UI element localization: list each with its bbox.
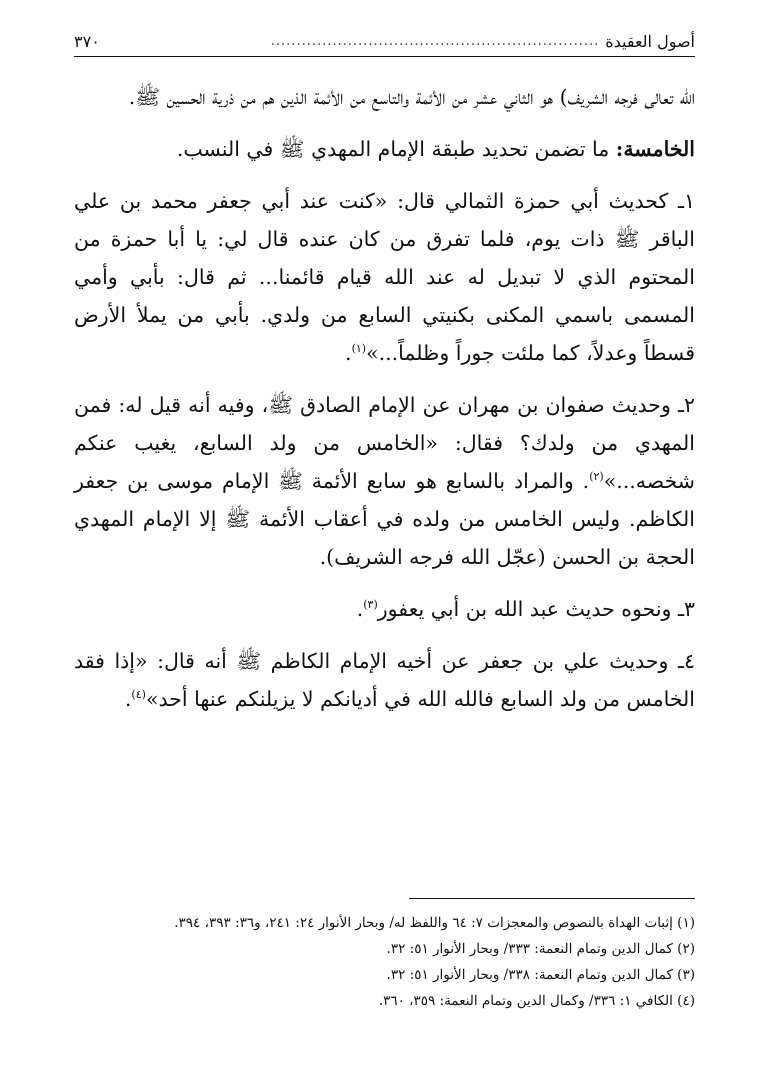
- paragraph-3: [74, 182, 695, 372]
- paragraph-tail: .: [124, 687, 132, 711]
- header-title-group: [271, 32, 695, 51]
- paragraph-tail: .: [356, 597, 364, 621]
- paragraph-text: ما تضمن تحديد طبقة الإمام المهدي ﷺ في النسب.: [176, 137, 616, 161]
- paragraph-text: ١ـ كحديث أبي حمزة الثمالي قال: «كنت عند أبي جعفر محمد بن علي الباقر ﷺ ذات يوم، فلما تفرق من كان عنده قال لي: يا أبا حمزة من المحتوم الذي لا تبديل له عند الله قيام قائمنا... ثم قال: بأبي وأمي المسمى باسمي المكنى بكنيتي السابع من ولدي. بأبي من يملأ الأرض قسطاً وعدلاً، كما ملئت جوراً وظلماً...»: [74, 189, 695, 365]
- paragraph-5: [74, 590, 695, 628]
- header-leader-dots: ................................................................: [270, 33, 600, 49]
- footnote-ref[interactable]: (٢): [589, 470, 604, 484]
- paragraph-6: [74, 642, 695, 718]
- footnote-3: (٣) كمال الدين وتمام النعمة: ٣٣٨/ وبحار الأنوار ٥١: ٣٢.: [386, 967, 695, 983]
- paragraph-text: ٢ـ وحديث صفوان بن مهران عن الإمام الصادق ﷺ، وفيه أنه قيل له: فمن المهدي من ولدك؟ فقال: «الخامس من ولد السابع، يغيب عنكم شخصه...»: [74, 393, 695, 493]
- footnote-ref[interactable]: (٣): [363, 598, 378, 612]
- paragraph-1: [74, 78, 695, 116]
- book-title: أصول العقيدة: [605, 31, 695, 51]
- footnotes: [74, 910, 695, 1014]
- paragraph-tail: . والمراد بالسابع هو سابع الأئمة ﷺ الإمام موسى بن جعفر الكاظم. وليس الخامس من ولده في أعقاب الأئمة ﷺ إلا الإمام المهدي الحجة بن الحسن (عجّل الله فرجه الشريف).: [74, 469, 695, 569]
- paragraph-text: ٤ـ وحديث علي بن جعفر عن أخيه الإمام الكاظم ﷺ أنه قال: «إذا فقد الخامس من ولد السابع فالله الله في أديانكم لا يزيلنكم عنها أحد»: [74, 649, 695, 711]
- paragraph-text: الله تعالى فرجه الشريف) هو الثاني عشر من الأئمة والتاسع من الأئمة الذين هم من ذرية الحسين ﷺ.: [128, 85, 695, 109]
- running-header: [74, 28, 695, 54]
- footnote-4: (٤) الكافي ١: ٣٣٦/ وكمال الدين وتمام النعمة: ٣٥٩، ٣٦٠.: [378, 993, 695, 1009]
- paragraph-tail: .: [345, 341, 352, 365]
- paragraph-lead: الخامسة:: [615, 137, 695, 161]
- body-text: [74, 78, 695, 732]
- footnote-1: (١) إثبات الهداة بالنصوص والمعجزات ٧: ٦٤ واللفظ له/ وبحار الأنوار ٢٤: ٢٤١، و٣٦: ٣٩٣، ٣٩٤.: [174, 915, 695, 931]
- footnote-ref[interactable]: (١): [351, 342, 367, 356]
- footnote-separator: [409, 898, 695, 899]
- header-rule: [74, 56, 695, 57]
- paragraph-2: [74, 130, 695, 168]
- paragraph-text: ٣ـ ونحوه حديث عبد الله بن أبي يعفور: [377, 597, 695, 621]
- footnote-ref[interactable]: (٤): [131, 688, 146, 702]
- footnote-2: (٢) كمال الدين وتمام النعمة: ٣٣٣/ وبحار الأنوار ٥١: ٣٢.: [386, 941, 695, 957]
- page-number: ٣٧٠: [74, 31, 100, 51]
- paragraph-4: [74, 386, 695, 576]
